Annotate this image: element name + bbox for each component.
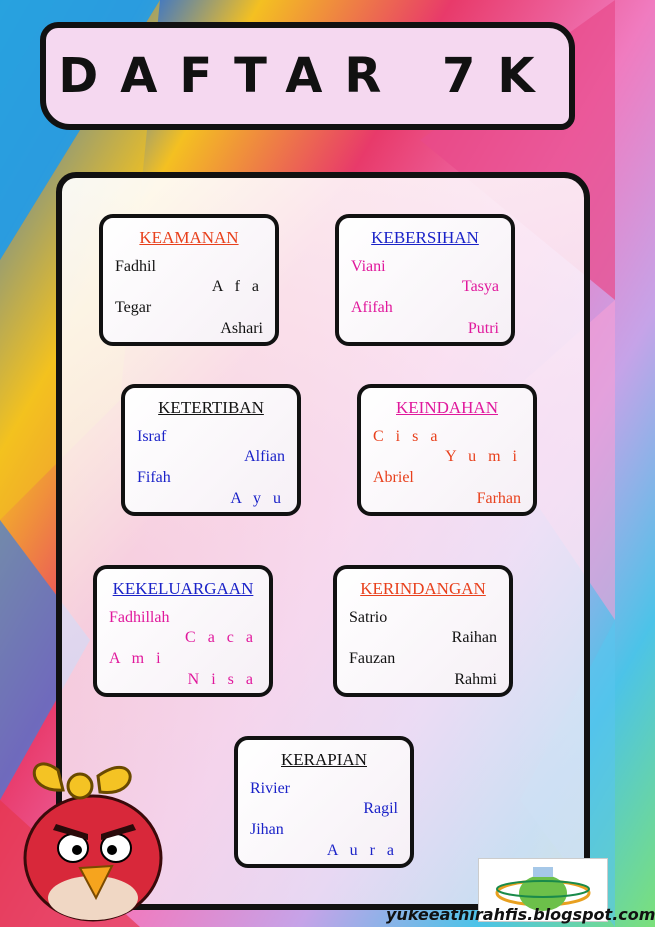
member-name: Ragil [363,800,398,817]
member-name: Fadhillah [109,609,170,626]
card-title: KEINDAHAN [396,398,498,417]
member-name: Putri [467,320,499,337]
member-name: Ashari [220,320,263,337]
member-name: Farhan [476,490,521,507]
member-name: A m i [109,650,165,667]
member-name: Satrio [349,609,388,626]
title-banner [40,22,575,130]
member-name: A f a [211,278,263,295]
card-title: KEBERSIHAN [371,228,479,247]
card-title: KETERTIBAN [158,398,264,417]
member-name: Tasya [461,278,499,295]
member-name: Israf [137,428,167,445]
member-name: N i s a [187,671,257,688]
page-title: DAFTAR 7K [58,48,557,104]
member-name: Fadhil [115,258,156,275]
member-name: Jihan [250,821,284,838]
angry-bird-icon [18,748,168,923]
member-name: Alfian [244,448,285,465]
card-kebersihan [335,214,515,346]
card-title: KEKELUARGAAN [112,579,254,598]
card-keamanan [99,214,279,346]
card-kerapian [234,736,414,868]
member-name: C a c a [185,629,257,646]
card-title: KERINDANGAN [360,579,486,598]
card-kekeluargaan [93,565,273,697]
card-kerindangan [333,565,513,697]
member-name: Viani [351,258,386,275]
card-keindahan [357,384,537,516]
watermark-text: yukeeathirahfis.blogspot.com [386,905,655,924]
card-title: KERAPIAN [281,750,367,769]
card-title: KEAMANAN [139,228,239,247]
member-name: Afifah [351,299,393,316]
member-name: A y u [230,490,285,507]
member-name: Abriel [373,469,414,486]
member-name: Rahmi [454,671,497,688]
member-name: Tegar [115,299,152,316]
member-name: Rivier [250,780,290,797]
member-name: Raihan [451,629,497,646]
member-name: Fifah [137,469,171,486]
member-name: Y u m i [445,448,521,465]
member-name: C i s a [373,428,442,445]
member-name: Fauzan [349,650,396,667]
member-name: A u r a [326,842,398,859]
card-ketertiban [121,384,301,516]
